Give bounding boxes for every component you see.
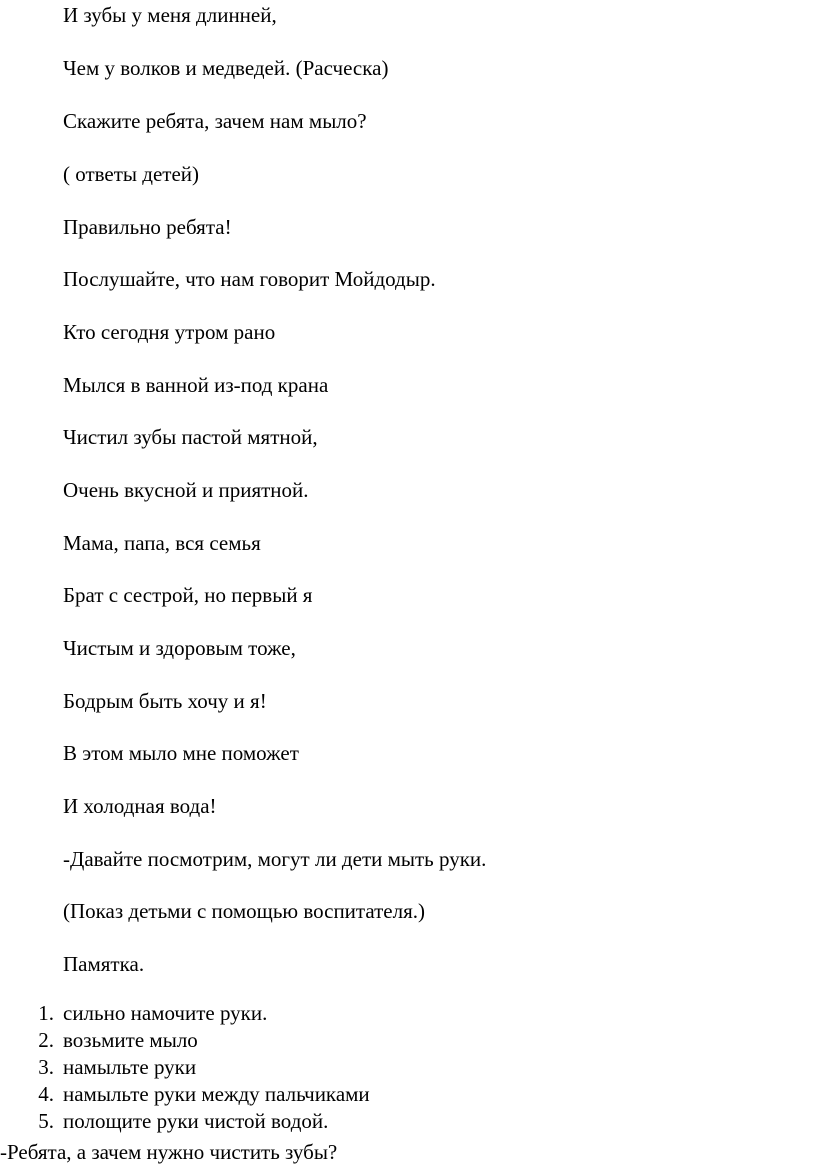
paragraph: И холодная вода! bbox=[63, 794, 217, 818]
memo-heading: Памятка. bbox=[63, 952, 145, 976]
paragraph: В этом мыло мне поможет bbox=[63, 741, 299, 765]
list-number: 5. bbox=[38, 1109, 54, 1133]
paragraph: Мылся в ванной из-под крана bbox=[63, 373, 329, 397]
final-question: -Ребята, а зачем нужно чистить зубы? bbox=[0, 1140, 338, 1164]
list-number: 3. bbox=[38, 1055, 54, 1079]
paragraph: Очень вкусной и приятной. bbox=[63, 478, 309, 502]
list-number: 4. bbox=[38, 1082, 54, 1106]
paragraph: ( ответы детей) bbox=[63, 162, 200, 186]
list-text: намыльте руки bbox=[63, 1055, 197, 1079]
paragraph: Послушайте, что нам говорит Мойдодыр. bbox=[63, 267, 436, 291]
paragraph: Брат с сестрой, но первый я bbox=[63, 583, 313, 607]
list-number: 1. bbox=[38, 1001, 54, 1025]
paragraph: -Давайте посмотрим, могут ли дети мыть руки. bbox=[63, 847, 487, 871]
paragraph: Бодрым быть хочу и я! bbox=[63, 689, 267, 713]
paragraph: Правильно ребята! bbox=[63, 215, 232, 239]
list-text: намыльте руки между пальчиками bbox=[63, 1082, 370, 1106]
paragraph: Чистым и здоровым тоже, bbox=[63, 636, 296, 660]
paragraph: Кто сегодня утром рано bbox=[63, 320, 276, 344]
list-text: сильно намочите руки. bbox=[63, 1001, 268, 1025]
paragraph: И зубы у меня длинней, bbox=[63, 3, 277, 27]
list-text: полощите руки чистой водой. bbox=[63, 1109, 329, 1133]
list-text: возьмите мыло bbox=[63, 1028, 198, 1052]
paragraph: Чистил зубы пастой мятной, bbox=[63, 425, 318, 449]
paragraph: Чем у волков и медведей. (Расческа) bbox=[63, 56, 389, 80]
paragraph: Скажите ребята, зачем нам мыло? bbox=[63, 109, 367, 133]
list-number: 2. bbox=[38, 1028, 54, 1052]
paragraph: Мама, папа, вся семья bbox=[63, 531, 261, 555]
paragraph: (Показ детьми с помощью воспитателя.) bbox=[63, 899, 426, 923]
